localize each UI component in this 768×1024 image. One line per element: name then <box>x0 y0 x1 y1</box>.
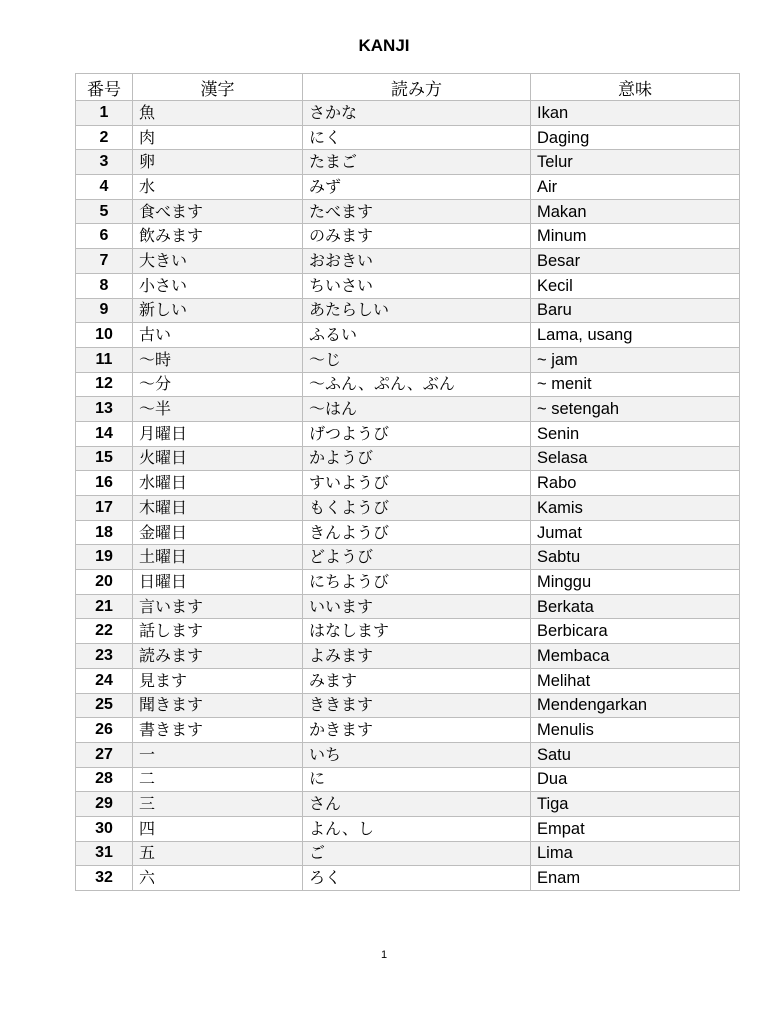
row-meaning: Membaca <box>531 644 740 669</box>
row-meaning: Satu <box>531 742 740 767</box>
table-row <box>76 397 740 422</box>
row-kanji: 話します <box>133 619 303 644</box>
row-reading: はなします <box>303 619 531 644</box>
row-kanji: ～半 <box>133 397 303 422</box>
row-meaning: Besar <box>531 249 740 274</box>
row-reading: さん <box>303 792 531 817</box>
row-number: 18 <box>76 520 133 545</box>
row-number: 8 <box>76 273 133 298</box>
table-row <box>76 273 740 298</box>
row-kanji: 土曜日 <box>133 545 303 570</box>
row-meaning: Enam <box>531 866 740 891</box>
table-row <box>76 742 740 767</box>
row-kanji: ～時 <box>133 347 303 372</box>
row-reading: もくようび <box>303 496 531 521</box>
table-row <box>76 866 740 891</box>
row-kanji: 月曜日 <box>133 421 303 446</box>
table-row <box>76 619 740 644</box>
row-meaning: Daging <box>531 125 740 150</box>
row-number: 26 <box>76 718 133 743</box>
row-reading: よん、し <box>303 816 531 841</box>
header-kanji: 漢字 <box>133 74 303 101</box>
table-row <box>76 323 740 348</box>
table-row <box>76 101 740 126</box>
row-number: 12 <box>76 372 133 397</box>
row-reading: あたらしい <box>303 298 531 323</box>
row-kanji: 新しい <box>133 298 303 323</box>
row-reading: にく <box>303 125 531 150</box>
row-kanji: 言います <box>133 594 303 619</box>
header-reading: 読み方 <box>303 74 531 101</box>
row-meaning: Minggu <box>531 570 740 595</box>
row-kanji: 水 <box>133 175 303 200</box>
row-number: 1 <box>76 101 133 126</box>
row-meaning: Senin <box>531 421 740 446</box>
row-reading: ふるい <box>303 323 531 348</box>
row-kanji: 四 <box>133 816 303 841</box>
row-number: 25 <box>76 693 133 718</box>
row-meaning: Rabo <box>531 471 740 496</box>
row-meaning: Air <box>531 175 740 200</box>
row-meaning: Sabtu <box>531 545 740 570</box>
row-meaning: Empat <box>531 816 740 841</box>
table-row <box>76 545 740 570</box>
row-meaning: ~ setengah <box>531 397 740 422</box>
row-meaning: Minum <box>531 224 740 249</box>
row-reading: ～ふん、ぷん、ぶん <box>303 372 531 397</box>
table-row <box>76 570 740 595</box>
row-number: 10 <box>76 323 133 348</box>
row-meaning: Makan <box>531 199 740 224</box>
row-kanji: 魚 <box>133 101 303 126</box>
row-reading: いち <box>303 742 531 767</box>
row-kanji: 大きい <box>133 249 303 274</box>
table-row <box>76 446 740 471</box>
row-reading: たべます <box>303 199 531 224</box>
row-reading: ご <box>303 841 531 866</box>
row-kanji: 聞きます <box>133 693 303 718</box>
row-number: 9 <box>76 298 133 323</box>
table-row <box>76 594 740 619</box>
row-kanji: 食べます <box>133 199 303 224</box>
row-meaning: ~ jam <box>531 347 740 372</box>
table-row <box>76 249 740 274</box>
table-row <box>76 767 740 792</box>
row-meaning: Lima <box>531 841 740 866</box>
row-reading: ききます <box>303 693 531 718</box>
row-kanji: 五 <box>133 841 303 866</box>
row-reading: ～じ <box>303 347 531 372</box>
page-title: KANJI <box>358 36 410 55</box>
row-number: 11 <box>76 347 133 372</box>
table-row <box>76 298 740 323</box>
header-number: 番号 <box>76 74 133 101</box>
table-row <box>76 841 740 866</box>
table-row <box>76 150 740 175</box>
row-reading: たまご <box>303 150 531 175</box>
row-meaning: Berbicara <box>531 619 740 644</box>
row-kanji: 見ます <box>133 668 303 693</box>
row-reading: さかな <box>303 101 531 126</box>
row-number: 6 <box>76 224 133 249</box>
table-header-row <box>76 74 740 101</box>
row-number: 21 <box>76 594 133 619</box>
row-kanji: 日曜日 <box>133 570 303 595</box>
row-number: 19 <box>76 545 133 570</box>
table-row <box>76 224 740 249</box>
row-number: 3 <box>76 150 133 175</box>
page-number: 1 <box>380 949 388 961</box>
table-row <box>76 175 740 200</box>
row-number: 23 <box>76 644 133 669</box>
table-row <box>76 347 740 372</box>
row-reading: ろく <box>303 866 531 891</box>
row-number: 17 <box>76 496 133 521</box>
row-meaning: Baru <box>531 298 740 323</box>
row-kanji: 六 <box>133 866 303 891</box>
row-number: 27 <box>76 742 133 767</box>
row-kanji: 書きます <box>133 718 303 743</box>
row-kanji: 卵 <box>133 150 303 175</box>
row-kanji: 読みます <box>133 644 303 669</box>
row-reading: ～はん <box>303 397 531 422</box>
row-kanji: 木曜日 <box>133 496 303 521</box>
row-reading: すいようび <box>303 471 531 496</box>
table-row <box>76 199 740 224</box>
table-row <box>76 496 740 521</box>
row-reading: いいます <box>303 594 531 619</box>
table-row <box>76 520 740 545</box>
row-number: 30 <box>76 816 133 841</box>
row-number: 28 <box>76 767 133 792</box>
row-meaning: Ikan <box>531 101 740 126</box>
row-meaning: Selasa <box>531 446 740 471</box>
row-meaning: Telur <box>531 150 740 175</box>
row-kanji: 金曜日 <box>133 520 303 545</box>
row-number: 14 <box>76 421 133 446</box>
table-row <box>76 718 740 743</box>
header-meaning: 意味 <box>531 74 740 101</box>
row-reading: ちいさい <box>303 273 531 298</box>
table-row <box>76 816 740 841</box>
table-row <box>76 125 740 150</box>
row-meaning: Dua <box>531 767 740 792</box>
row-reading: かきます <box>303 718 531 743</box>
row-kanji: 水曜日 <box>133 471 303 496</box>
row-meaning: Kamis <box>531 496 740 521</box>
row-meaning: Mendengarkan <box>531 693 740 718</box>
row-number: 32 <box>76 866 133 891</box>
row-meaning: Menulis <box>531 718 740 743</box>
row-meaning: Kecil <box>531 273 740 298</box>
row-kanji: 一 <box>133 742 303 767</box>
table-row <box>76 372 740 397</box>
row-meaning: Tiga <box>531 792 740 817</box>
row-number: 16 <box>76 471 133 496</box>
row-number: 31 <box>76 841 133 866</box>
row-number: 5 <box>76 199 133 224</box>
row-meaning: Berkata <box>531 594 740 619</box>
row-meaning: Lama, usang <box>531 323 740 348</box>
row-number: 4 <box>76 175 133 200</box>
row-reading: のみます <box>303 224 531 249</box>
row-reading: きんようび <box>303 520 531 545</box>
row-reading: かようび <box>303 446 531 471</box>
table-body <box>76 101 740 891</box>
row-reading: よみます <box>303 644 531 669</box>
row-kanji: 肉 <box>133 125 303 150</box>
row-number: 29 <box>76 792 133 817</box>
row-number: 22 <box>76 619 133 644</box>
row-number: 20 <box>76 570 133 595</box>
row-kanji: 三 <box>133 792 303 817</box>
row-kanji: 火曜日 <box>133 446 303 471</box>
table-row <box>76 668 740 693</box>
row-kanji: 小さい <box>133 273 303 298</box>
row-kanji: ～分 <box>133 372 303 397</box>
row-number: 2 <box>76 125 133 150</box>
row-reading: みず <box>303 175 531 200</box>
table-row <box>76 792 740 817</box>
row-reading: げつようび <box>303 421 531 446</box>
row-reading: みます <box>303 668 531 693</box>
row-meaning: Melihat <box>531 668 740 693</box>
table-row <box>76 471 740 496</box>
row-meaning: Jumat <box>531 520 740 545</box>
row-number: 24 <box>76 668 133 693</box>
row-reading: おおきい <box>303 249 531 274</box>
row-kanji: 古い <box>133 323 303 348</box>
row-number: 15 <box>76 446 133 471</box>
row-number: 7 <box>76 249 133 274</box>
row-reading: どようび <box>303 545 531 570</box>
kanji-table <box>75 73 740 891</box>
table-row <box>76 644 740 669</box>
row-meaning: ~ menit <box>531 372 740 397</box>
row-number: 13 <box>76 397 133 422</box>
row-reading: に <box>303 767 531 792</box>
row-kanji: 飲みます <box>133 224 303 249</box>
table-row <box>76 693 740 718</box>
row-reading: にちようび <box>303 570 531 595</box>
row-kanji: 二 <box>133 767 303 792</box>
table-row <box>76 421 740 446</box>
